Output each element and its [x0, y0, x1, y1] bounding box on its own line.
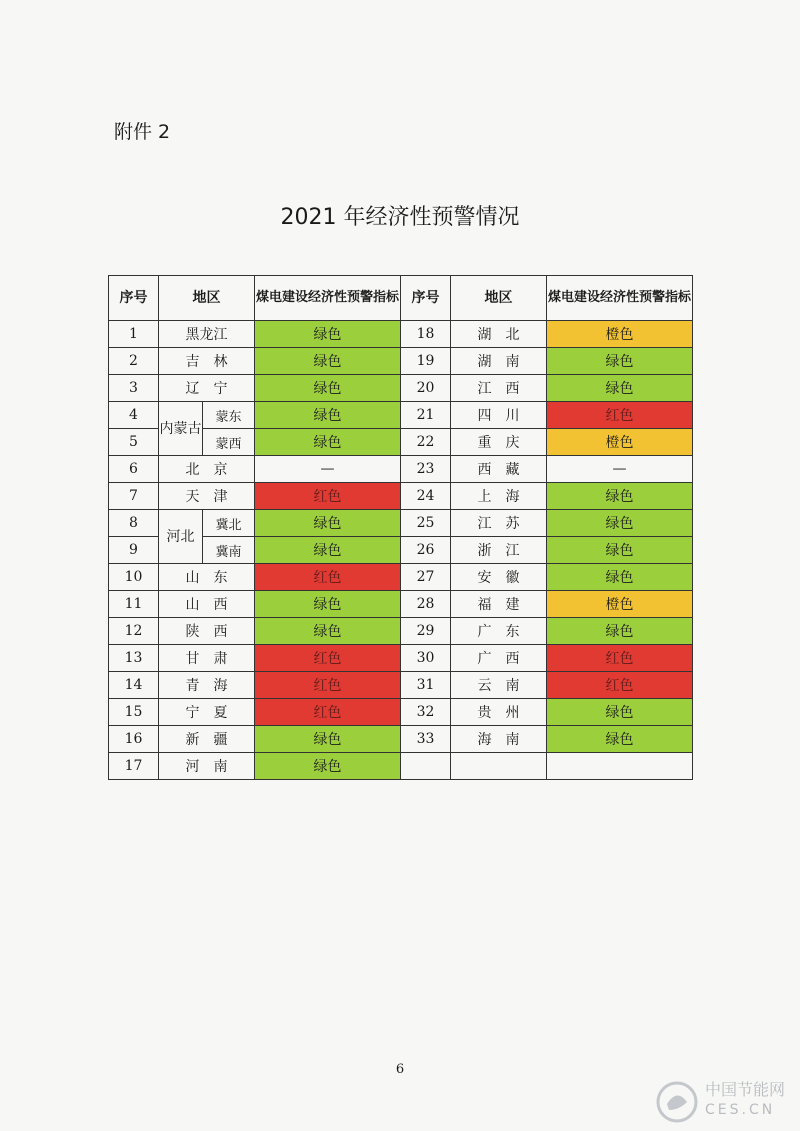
table-row	[109, 456, 693, 483]
seq-cell: 13	[109, 645, 159, 672]
seq-cell: 28	[401, 591, 451, 618]
table-row	[109, 699, 693, 726]
seq-cell: 9	[109, 537, 159, 564]
indicator-cell: 红色	[255, 672, 401, 699]
region-cell: 广 西	[451, 645, 547, 672]
region-cell	[451, 753, 547, 780]
region-group-cell: 内蒙古	[159, 402, 203, 456]
region-cell: 北 京	[159, 456, 255, 483]
indicator-cell: —	[255, 456, 401, 483]
indicator-cell: 绿色	[255, 321, 401, 348]
region-cell: 江 苏	[451, 510, 547, 537]
seq-cell: 3	[109, 375, 159, 402]
region-cell: 河 南	[159, 753, 255, 780]
seq-cell: 19	[401, 348, 451, 375]
indicator-cell: 绿色	[547, 726, 693, 753]
table-row	[109, 321, 693, 348]
header-region-left: 地区	[159, 276, 255, 321]
seq-cell: 17	[109, 753, 159, 780]
region-cell: 山 西	[159, 591, 255, 618]
seq-cell: 14	[109, 672, 159, 699]
region-cell: 海 南	[451, 726, 547, 753]
region-cell: 湖 南	[451, 348, 547, 375]
attachment-label: 附件 2	[114, 121, 171, 143]
indicator-cell: 橙色	[547, 321, 693, 348]
region-cell: 宁 夏	[159, 699, 255, 726]
watermark-logo-icon	[655, 1080, 699, 1124]
seq-cell: 27	[401, 564, 451, 591]
region-cell: 上 海	[451, 483, 547, 510]
seq-cell: 29	[401, 618, 451, 645]
table-body	[109, 321, 693, 780]
watermark-en: CES.CN	[705, 1102, 776, 1118]
header-seq-right: 序号	[401, 276, 451, 321]
page-number: 6	[395, 1062, 405, 1077]
region-cell: 西 藏	[451, 456, 547, 483]
seq-cell: 33	[401, 726, 451, 753]
indicator-cell: —	[547, 456, 693, 483]
seq-cell: 8	[109, 510, 159, 537]
region-group-cell: 河北	[159, 510, 203, 564]
indicator-cell: 绿色	[547, 348, 693, 375]
table-row	[109, 753, 693, 780]
indicator-cell: 绿色	[255, 348, 401, 375]
region-cell: 重 庆	[451, 429, 547, 456]
region-cell: 江 西	[451, 375, 547, 402]
header-region-right: 地区	[451, 276, 547, 321]
indicator-cell: 绿色	[255, 375, 401, 402]
seq-cell: 22	[401, 429, 451, 456]
seq-cell: 18	[401, 321, 451, 348]
indicator-cell: 绿色	[255, 537, 401, 564]
region-cell: 天 津	[159, 483, 255, 510]
table-row	[109, 618, 693, 645]
subregion-cell: 蒙东	[203, 402, 255, 429]
seq-cell: 24	[401, 483, 451, 510]
indicator-cell: 绿色	[255, 591, 401, 618]
region-cell: 云 南	[451, 672, 547, 699]
seq-cell: 2	[109, 348, 159, 375]
indicator-cell: 橙色	[547, 429, 693, 456]
seq-cell: 21	[401, 402, 451, 429]
indicator-cell: 绿色	[255, 429, 401, 456]
region-cell: 辽 宁	[159, 375, 255, 402]
region-cell: 浙 江	[451, 537, 547, 564]
region-cell: 陕 西	[159, 618, 255, 645]
seq-cell: 26	[401, 537, 451, 564]
seq-cell: 12	[109, 618, 159, 645]
table-row	[109, 348, 693, 375]
indicator-cell: 绿色	[255, 510, 401, 537]
header-seq-left: 序号	[109, 276, 159, 321]
indicator-cell: 绿色	[547, 618, 693, 645]
region-cell: 四 川	[451, 402, 547, 429]
region-cell: 福 建	[451, 591, 547, 618]
seq-cell: 6	[109, 456, 159, 483]
watermark-cn: 中国节能网	[705, 1080, 786, 1099]
region-cell: 甘 肃	[159, 645, 255, 672]
seq-cell: 23	[401, 456, 451, 483]
seq-cell: 10	[109, 564, 159, 591]
page-title: 2021 年经济性预警情况	[280, 205, 520, 230]
table-row	[109, 402, 693, 429]
seq-cell: 1	[109, 321, 159, 348]
indicator-cell: 绿色	[547, 699, 693, 726]
indicator-cell: 绿色	[255, 753, 401, 780]
watermark	[705, 1080, 785, 1120]
seq-cell: 25	[401, 510, 451, 537]
indicator-cell: 红色	[255, 483, 401, 510]
seq-cell: 30	[401, 645, 451, 672]
indicator-cell: 绿色	[547, 537, 693, 564]
subregion-cell: 冀北	[203, 510, 255, 537]
indicator-cell: 绿色	[255, 618, 401, 645]
region-cell: 青 海	[159, 672, 255, 699]
seq-cell	[401, 753, 451, 780]
region-cell: 广 东	[451, 618, 547, 645]
region-cell: 湖 北	[451, 321, 547, 348]
seq-cell: 20	[401, 375, 451, 402]
table-row	[109, 510, 693, 537]
indicator-cell: 红色	[255, 564, 401, 591]
region-cell: 贵 州	[451, 699, 547, 726]
table-row	[109, 564, 693, 591]
seq-cell: 32	[401, 699, 451, 726]
table-row	[109, 375, 693, 402]
region-cell: 吉 林	[159, 348, 255, 375]
header-indicator-right: 煤电建设经济性预警指标	[547, 276, 693, 321]
indicator-cell: 红色	[255, 699, 401, 726]
region-cell: 山 东	[159, 564, 255, 591]
warning-table	[108, 275, 693, 780]
indicator-cell: 绿色	[547, 510, 693, 537]
table-header-row	[109, 276, 693, 321]
region-cell: 安 徽	[451, 564, 547, 591]
seq-cell: 31	[401, 672, 451, 699]
indicator-cell: 绿色	[255, 402, 401, 429]
table-row	[109, 726, 693, 753]
indicator-cell: 绿色	[255, 726, 401, 753]
indicator-cell: 红色	[547, 402, 693, 429]
seq-cell: 16	[109, 726, 159, 753]
subregion-cell: 冀南	[203, 537, 255, 564]
table-row	[109, 645, 693, 672]
table-row	[109, 591, 693, 618]
seq-cell: 11	[109, 591, 159, 618]
seq-cell: 4	[109, 402, 159, 429]
indicator-cell: 红色	[255, 645, 401, 672]
indicator-cell: 红色	[547, 672, 693, 699]
subregion-cell: 蒙西	[203, 429, 255, 456]
seq-cell: 5	[109, 429, 159, 456]
header-indicator-left: 煤电建设经济性预警指标	[255, 276, 401, 321]
indicator-cell: 绿色	[547, 375, 693, 402]
region-cell: 黑龙江	[159, 321, 255, 348]
indicator-cell: 红色	[547, 645, 693, 672]
indicator-cell: 橙色	[547, 591, 693, 618]
seq-cell: 15	[109, 699, 159, 726]
region-cell: 新 疆	[159, 726, 255, 753]
indicator-cell: 绿色	[547, 564, 693, 591]
indicator-cell	[547, 753, 693, 780]
table-row	[109, 483, 693, 510]
seq-cell: 7	[109, 483, 159, 510]
indicator-cell: 绿色	[547, 483, 693, 510]
table-row	[109, 672, 693, 699]
